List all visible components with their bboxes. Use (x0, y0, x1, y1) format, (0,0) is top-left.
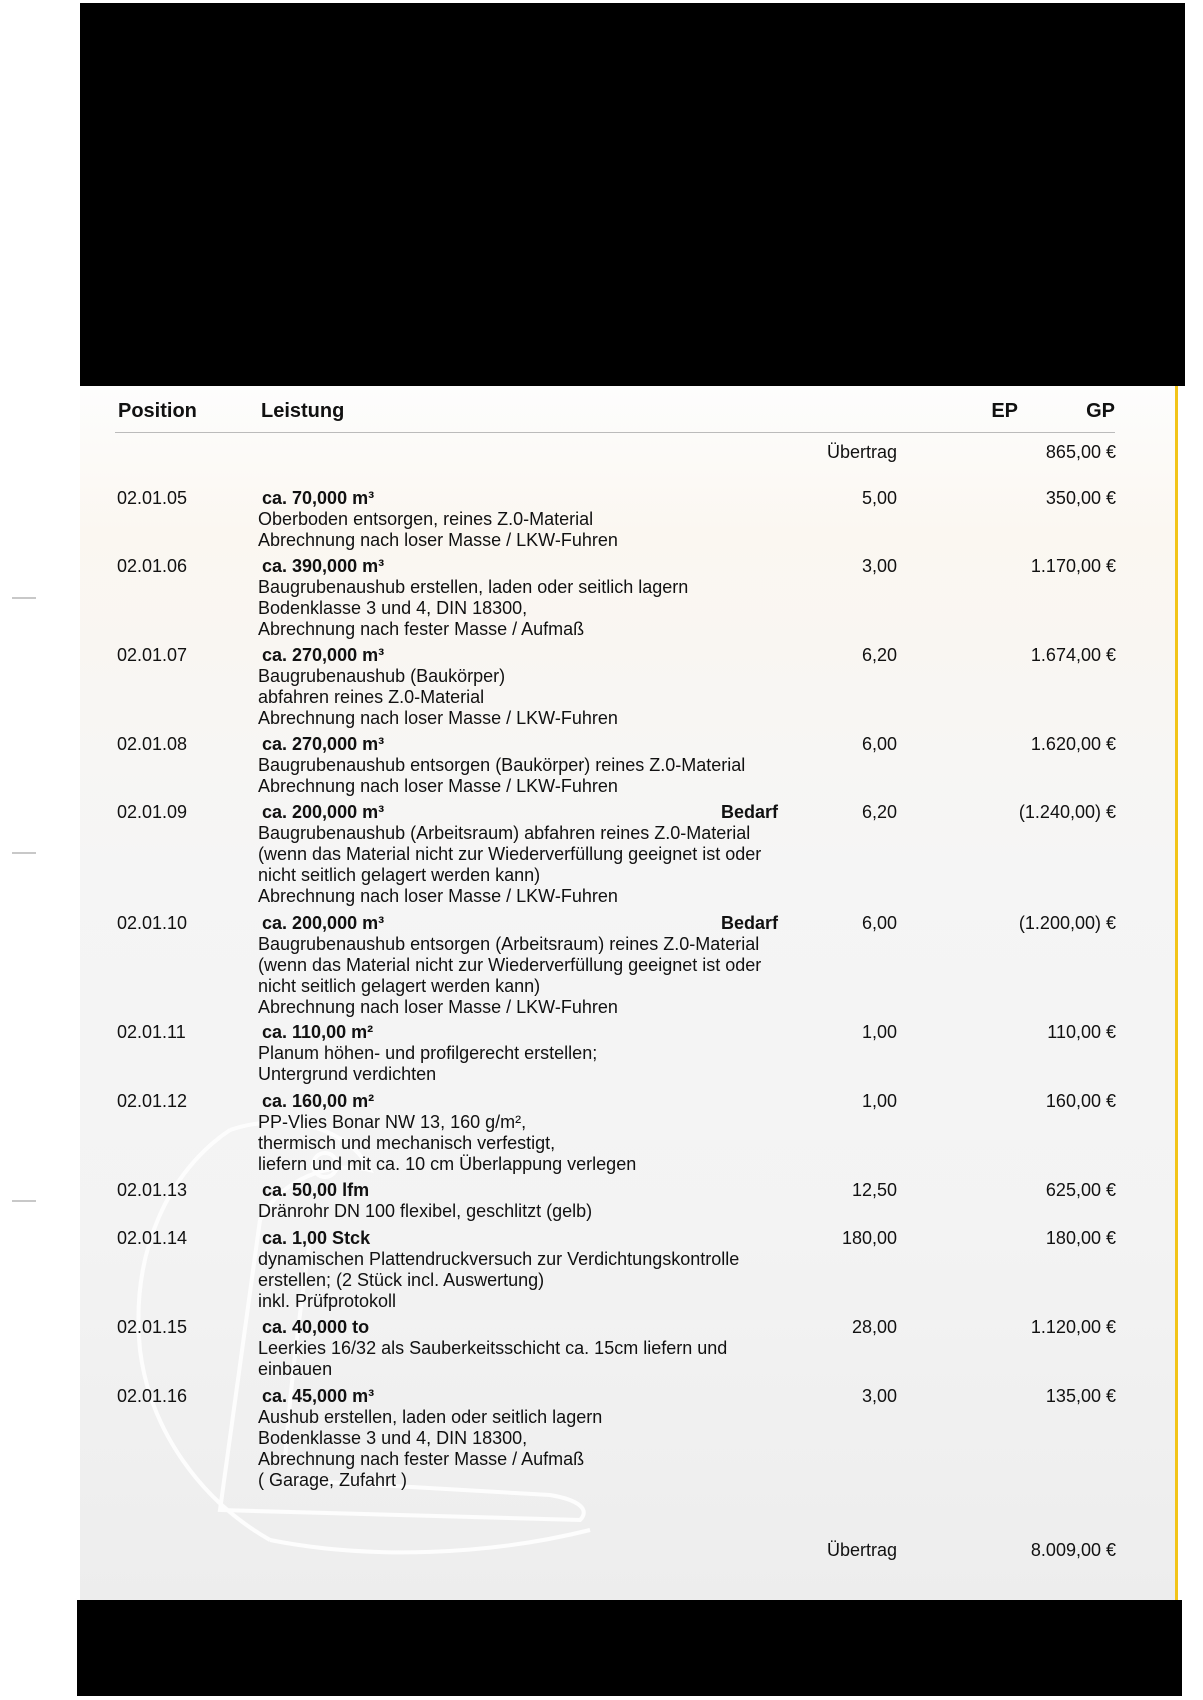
item-unit-price: 28,00 (851, 1317, 897, 1337)
item-description-line: Bodenklasse 3 und 4, DIN 18300, (258, 598, 528, 618)
item-position: 02.01.15 (117, 1317, 188, 1337)
item-description-line: Abrechnung nach loser Masse / LKW-Fuhren (258, 776, 618, 796)
item-description-line: ( Garage, Zufahrt ) (258, 1470, 408, 1490)
item-description-line: (wenn das Material nicht zur Wiederverfüllung geeignet ist oder (258, 955, 762, 975)
item-position: 02.01.05 (117, 488, 188, 508)
item-description-line: Abrechnung nach loser Masse / LKW-Fuhren (258, 530, 618, 550)
item-description-line: Abrechnung nach loser Masse / LKW-Fuhren (258, 886, 618, 906)
item-unit-price: 12,50 (851, 1180, 897, 1200)
item-description-line: einbauen (258, 1359, 333, 1379)
item-description (258, 577, 688, 640)
item-quantity: ca. 1,00 Stck (262, 1228, 371, 1248)
item-position: 02.01.12 (117, 1091, 188, 1111)
header-gp: GP (1086, 400, 1115, 422)
item-description-line: Abrechnung nach loser Masse / LKW-Fuhren (258, 708, 618, 728)
item-description (258, 823, 761, 907)
item-total-price: 135,00 € (1045, 1386, 1116, 1406)
uebertrag-bottom-value: 8.009,00 € (1030, 1540, 1116, 1560)
item-description-line: Abrechnung nach loser Masse / LKW-Fuhren (258, 997, 618, 1017)
item-position: 02.01.14 (117, 1228, 188, 1248)
item-description-line: Untergrund verdichten (258, 1064, 437, 1084)
item-position: 02.01.13 (117, 1180, 188, 1200)
item-total-price: (1.200,00) € (1018, 913, 1116, 933)
item-description-line: abfahren reines Z.0-Material (258, 687, 485, 707)
header-divider (115, 432, 1115, 433)
item-position: 02.01.08 (117, 734, 188, 754)
item-quantity: ca. 40,000 to (262, 1317, 370, 1337)
item-description (258, 1112, 636, 1175)
yellow-accent-line (1175, 386, 1178, 1600)
redacted-header-block (80, 3, 1185, 386)
item-description-line: Leerkies 16/32 als Sauberkeitsschicht ca. 15cm liefern und (258, 1338, 728, 1358)
item-bedarf-flag: Bedarf (720, 802, 778, 822)
item-unit-price: 5,00 (861, 488, 897, 508)
item-description-line: Oberboden entsorgen, reines Z.0-Material (258, 509, 594, 529)
item-position: 02.01.11 (117, 1022, 186, 1042)
item-description-line: Baugrubenaushub entsorgen (Arbeitsraum) reines Z.0-Material (258, 934, 760, 954)
item-total-price: 1.620,00 € (1030, 734, 1116, 754)
item-description-line: Dränrohr DN 100 flexibel, geschlitzt (gelb) (258, 1201, 593, 1221)
item-description-line: inkl. Prüfprotokoll (258, 1291, 397, 1311)
item-total-price: (1.240,00) € (1018, 802, 1116, 822)
item-description-line: Planum höhen- und profilgerecht erstellen; (258, 1043, 598, 1063)
item-description-line: liefern und mit ca. 10 cm Überlappung verlegen (258, 1154, 637, 1174)
item-quantity: ca. 110,00 m² (262, 1022, 374, 1042)
item-description (258, 1249, 739, 1312)
item-total-price: 1.120,00 € (1030, 1317, 1116, 1337)
item-description-line: Bodenklasse 3 und 4, DIN 18300, (258, 1428, 528, 1448)
item-description-line: Aushub erstellen, laden oder seitlich lagern (258, 1407, 603, 1427)
item-description (258, 1201, 592, 1222)
redacted-footer-block (77, 1600, 1182, 1696)
item-total-price: 1.674,00 € (1030, 645, 1116, 665)
item-description-line: dynamischen Plattendruckversuch zur Verdichtungskontrolle (258, 1249, 740, 1269)
uebertrag-top-label: Übertrag (826, 442, 897, 462)
fold-mark-bottom (12, 1200, 36, 1202)
item-description (258, 755, 745, 797)
item-total-price: 180,00 € (1045, 1228, 1116, 1248)
fold-mark-top (12, 597, 36, 599)
item-description-line: erstellen; (2 Stück incl. Auswertung) (258, 1270, 545, 1290)
item-description-line: Abrechnung nach fester Masse / Aufmaß (258, 619, 585, 639)
item-unit-price: 180,00 (841, 1228, 897, 1248)
item-unit-price: 6,00 (861, 913, 897, 933)
header-position: Position (118, 400, 197, 422)
item-position: 02.01.06 (117, 556, 188, 576)
item-quantity: ca. 390,000 m³ (262, 556, 385, 576)
item-bedarf-flag: Bedarf (720, 913, 778, 933)
item-quantity: ca. 160,00 m² (262, 1091, 375, 1111)
item-position: 02.01.07 (117, 645, 188, 665)
item-description (258, 509, 618, 551)
item-total-price: 1.170,00 € (1030, 556, 1116, 576)
item-description-line: (wenn das Material nicht zur Wiederverfüllung geeignet ist oder (258, 844, 762, 864)
item-description-line: Baugrubenaushub erstellen, laden oder seitlich lagern (258, 577, 689, 597)
item-position: 02.01.16 (117, 1386, 188, 1406)
item-unit-price: 6,00 (861, 734, 897, 754)
item-total-price: 350,00 € (1045, 488, 1116, 508)
punch-mark (12, 852, 36, 854)
item-description (258, 1338, 727, 1380)
item-description (258, 1407, 602, 1491)
item-quantity: ca. 50,00 lfm (262, 1180, 370, 1200)
item-description-line: nicht seitlich gelagert werden kann) (258, 976, 541, 996)
item-position: 02.01.10 (117, 913, 188, 933)
item-quantity: ca. 70,000 m³ (262, 488, 375, 508)
item-description-line: Baugrubenaushub entsorgen (Baukörper) reines Z.0-Material (258, 755, 746, 775)
item-total-price: 160,00 € (1045, 1091, 1116, 1111)
item-unit-price: 3,00 (861, 1386, 897, 1406)
item-description (258, 934, 761, 1018)
item-quantity: ca. 45,000 m³ (262, 1386, 375, 1406)
item-quantity: ca. 200,000 m³ (262, 913, 385, 933)
item-unit-price: 1,00 (861, 1091, 897, 1111)
header-ep: EP (991, 400, 1018, 422)
item-description-line: nicht seitlich gelagert werden kann) (258, 865, 541, 885)
item-quantity: ca. 270,000 m³ (262, 645, 385, 665)
item-unit-price: 6,20 (861, 802, 897, 822)
item-unit-price: 3,00 (861, 556, 897, 576)
item-unit-price: 6,20 (861, 645, 897, 665)
item-total-price: 625,00 € (1045, 1180, 1116, 1200)
item-position: 02.01.09 (117, 802, 188, 822)
item-quantity: ca. 270,000 m³ (262, 734, 385, 754)
item-description (258, 666, 618, 729)
item-unit-price: 1,00 (861, 1022, 897, 1042)
item-description-line: Abrechnung nach fester Masse / Aufmaß (258, 1449, 585, 1469)
header-leistung: Leistung (261, 400, 345, 422)
item-quantity: ca. 200,000 m³ (262, 802, 385, 822)
item-description-line: thermisch und mechanisch verfestigt, (258, 1133, 556, 1153)
uebertrag-top-value: 865,00 € (1045, 442, 1116, 462)
item-total-price: 110,00 € (1047, 1022, 1116, 1042)
item-description (258, 1043, 597, 1085)
item-description-line: Baugrubenaushub (Arbeitsraum) abfahren reines Z.0-Material (258, 823, 751, 843)
item-description-line: Baugrubenaushub (Baukörper) (258, 666, 506, 686)
table-header (115, 400, 1115, 430)
item-description-line: PP-Vlies Bonar NW 13, 160 g/m², (258, 1112, 527, 1132)
uebertrag-bottom-label: Übertrag (826, 1540, 897, 1560)
